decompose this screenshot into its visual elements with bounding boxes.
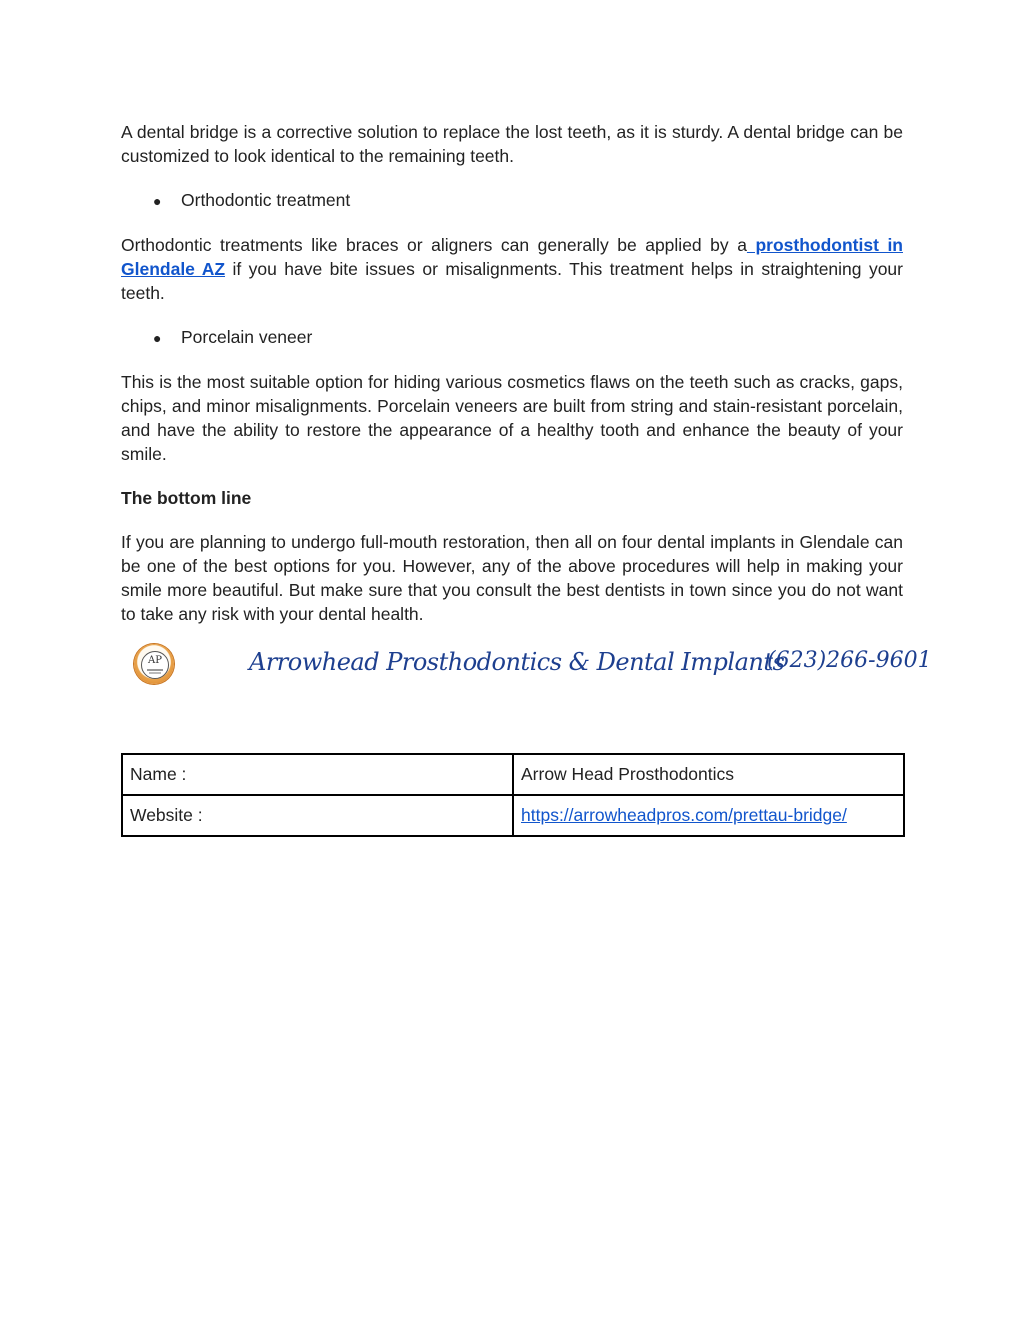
- contact-table: [121, 753, 905, 837]
- ortho-text-before: Orthodontic treatments like braces or aligners can generally be applied by a: [121, 235, 747, 255]
- clinic-logo-icon: [134, 644, 174, 684]
- bullet-icon: ●: [153, 330, 162, 346]
- table-cell-label: Website :: [122, 795, 513, 836]
- logo-line: [147, 669, 163, 671]
- logo-inner-circle: [141, 651, 169, 679]
- table-cell-label: Name :: [122, 754, 513, 795]
- bullet-orthodontic: [121, 188, 903, 213]
- paragraph-bottom-line: If you are planning to undergo full-mouth restoration, then all on four dental implants in Glendale can be one of the best options for you. However, any of the above procedures will help in making your smile more beautiful. But make sure that you consult the best dentists in town since you do not want to take any risk with your dental health.: [121, 532, 903, 624]
- banner-phone: (623)266-9601: [767, 648, 932, 673]
- bullet-porcelain: [121, 325, 903, 350]
- paragraph-dental-bridge: A dental bridge is a corrective solution to replace the lost teeth, as it is sturdy. A dental bridge can be customized to look identical to the remaining teeth.: [121, 122, 903, 166]
- table-row: [122, 754, 904, 795]
- website-link[interactable]: https://arrowheadpros.com/prettau-bridge/: [521, 805, 847, 825]
- bullet-icon: ●: [153, 193, 162, 209]
- document-body: [121, 120, 903, 646]
- bullet-porcelain-label: Porcelain veneer: [181, 327, 313, 347]
- ortho-text-after: if you have bite issues or misalignments. This treatment helps in straightening your teeth.: [121, 259, 903, 303]
- prosthodontist-link[interactable]: prosthodontist in Glendale AZ: [121, 235, 903, 279]
- logo-line: [149, 672, 161, 674]
- heading-bottom-line: The bottom line: [121, 488, 252, 508]
- paragraph-orthodontic: [121, 233, 903, 305]
- paragraph-veneer: This is the most suitable option for hiding various cosmetics flaws on the teeth such as cracks, gaps, chips, and minor misalignments. Porcelain veneers are built from string and stain-resistant porcelain, and have the ability to restore the appearance of a healthy tooth and enhance the beauty of your smile.: [121, 372, 903, 464]
- clinic-banner: [121, 640, 932, 692]
- banner-clinic-name: Arrowhead Prosthodontics & Dental Implants: [249, 648, 785, 676]
- table-cell-value: [513, 795, 904, 836]
- table-cell-value: Arrow Head Prosthodontics: [513, 754, 904, 795]
- table-row: [122, 795, 904, 836]
- logo-text: AP: [148, 655, 162, 666]
- bullet-orthodontic-label: Orthodontic treatment: [181, 190, 351, 210]
